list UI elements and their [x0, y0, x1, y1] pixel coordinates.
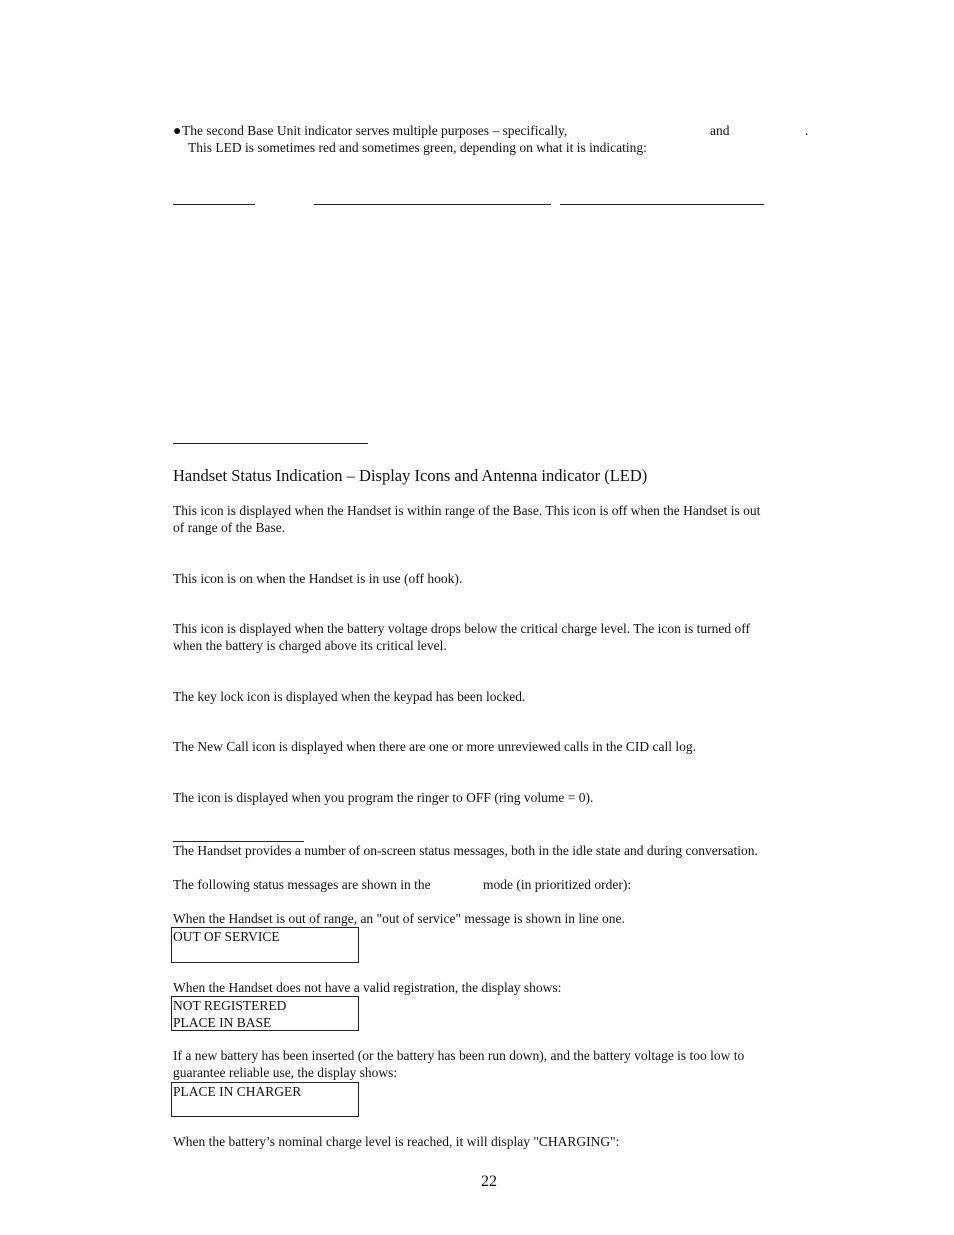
lcd-display-place-in-charger — [171, 1082, 359, 1117]
table-rule-2 — [314, 204, 551, 205]
following-prefix: The following status messages are shown in the — [173, 877, 431, 892]
newcall-text: The New Call icon is displayed when there are one or more unreviewed calls in the CID call log. — [173, 739, 696, 754]
page-number: 22 — [481, 1173, 497, 1190]
lcd-display-out-of-service — [171, 927, 359, 963]
lcd-line-1: OUT OF SERVICE — [173, 929, 280, 944]
lcd-line-2: PLACE IN BASE — [173, 1015, 272, 1030]
ringer-text: The icon is displayed when you program the ringer to OFF (ring volume = 0). — [173, 790, 594, 805]
following-suffix: mode (in prioritized order): — [483, 877, 632, 892]
range-text-1: This icon is displayed when the Handset is within range of the Base. This icon is off when the Handset is out — [173, 503, 761, 518]
not-registered-text: When the Handset does not have a valid registration, the display shows: — [173, 980, 562, 995]
bullet-period: . — [805, 123, 809, 138]
out-of-range-text: When the Handset is out of range, an "out of service" message is shown in line one. — [173, 911, 625, 926]
charging-text: When the battery’s nominal charge level is reached, it will display "CHARGING": — [173, 1134, 620, 1149]
lcd-display-not-registered — [171, 996, 359, 1031]
battery-text-2: when the battery is charged above its critical level. — [173, 638, 447, 653]
table-rule-1 — [173, 204, 255, 205]
range-text-2: of range of the Base. — [173, 520, 286, 535]
keylock-text: The key lock icon is displayed when the keypad has been locked. — [173, 689, 526, 704]
battery-text-1: This icon is displayed when the battery voltage drops below the critical charge level. The icon is turned off — [173, 621, 750, 636]
section-heading: Handset Status Indication – Display Icons and Antenna indicator (LED) — [173, 466, 648, 485]
lcd-line-1: NOT REGISTERED — [173, 998, 287, 1013]
table-rule-3 — [560, 204, 764, 205]
section-divider — [173, 443, 368, 444]
new-battery-text-2: guarantee reliable use, the display shows: — [173, 1065, 398, 1080]
bullet-and: and — [710, 123, 730, 138]
bullet-line-1: The second Base Unit indicator serves multiple purposes – specifically, — [182, 123, 568, 138]
bullet-line-2: This LED is sometimes red and sometimes green, depending on what it is indicating: — [188, 140, 647, 155]
lcd-line-1: PLACE IN CHARGER — [173, 1084, 302, 1099]
messages-intro: The Handset provides a number of on-screen status messages, both in the idle state and during conversation. — [173, 843, 758, 858]
new-battery-text-1: If a new battery has been inserted (or the battery has been run down), and the battery voltage is too low to — [173, 1048, 745, 1063]
bullet-dot: ● — [173, 124, 182, 139]
offhook-text: This icon is on when the Handset is in use (off hook). — [173, 571, 463, 586]
